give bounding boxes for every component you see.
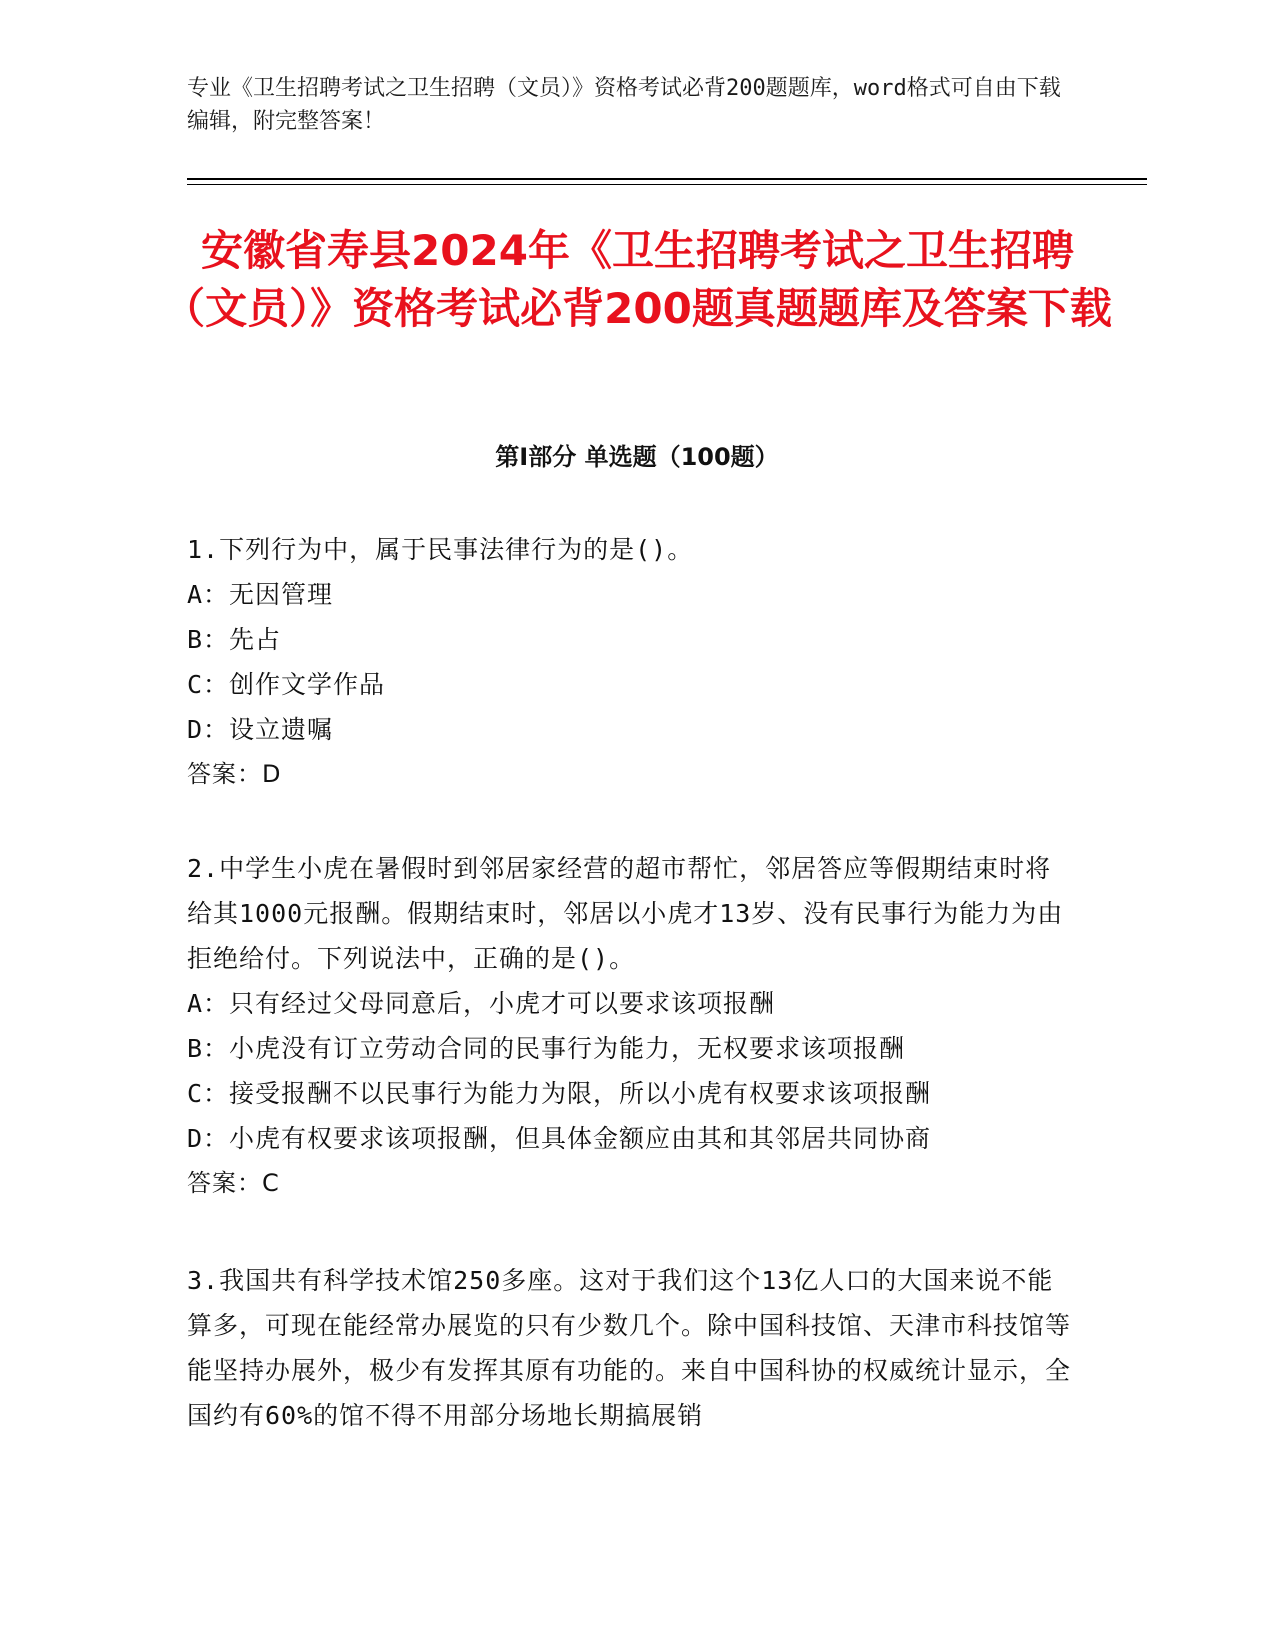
option-c: C：创作文学作品 <box>187 670 386 699</box>
question-item <box>187 846 1077 1206</box>
option-a: A：只有经过父母同意后，小虎才可以要求该项报酬 <box>187 989 776 1018</box>
option-b: B：小虎没有订立劳动合同的民事行为能力，无权要求该项报酬 <box>187 1034 906 1063</box>
question-item <box>187 1258 1077 1438</box>
question-item <box>187 527 1077 797</box>
header-divider-thick <box>187 178 1147 180</box>
option-b: B：先占 <box>187 625 282 654</box>
option-d: D：设立遗嘱 <box>187 715 334 744</box>
document-title: 安徽省寿县2024年《卫生招聘考试之卫生招聘（文员）》资格考试必背200题真题题库及答案下载 <box>163 226 1112 333</box>
question-stem: 2.中学生小虎在暑假时到邻居家经营的超市帮忙，邻居答应等假期结束时将给其1000元报酬。假期结束时，邻居以小虎才13岁、没有民事行为能力为由拒绝给付。下列说法中，正确的是()。 <box>187 854 1064 973</box>
option-a: A：无因管理 <box>187 580 334 609</box>
question-stem: 1.下列行为中，属于民事法律行为的是()。 <box>187 535 694 564</box>
header-divider-thin <box>187 184 1147 185</box>
answer-line: 答案：D <box>187 760 282 788</box>
option-c: C：接受报酬不以民事行为能力为限，所以小虎有权要求该项报酬 <box>187 1079 932 1108</box>
option-d: D：小虎有权要求该项报酬，但具体金额应由其和其邻居共同协商 <box>187 1124 932 1153</box>
header-note: 专业《卫生招聘考试之卫生招聘（文员）》资格考试必背200题题库，word格式可自由下载编辑，附完整答案！ <box>187 76 1061 134</box>
section-title: 第Ⅰ部分 单选题（100题） <box>495 443 779 471</box>
question-stem: 3.我国共有科学技术馆250多座。这对于我们这个13亿人口的大国来说不能算多，可现在能经常办展览的只有少数几个。除中国科技馆、天津市科技馆等能坚持办展外，极少有发挥其原有功能的。来自中国科协的权威统计显示，全国约有60%的馆不得不用部分场地长期搞展销 <box>187 1266 1072 1430</box>
answer-line: 答案：C <box>187 1169 280 1197</box>
